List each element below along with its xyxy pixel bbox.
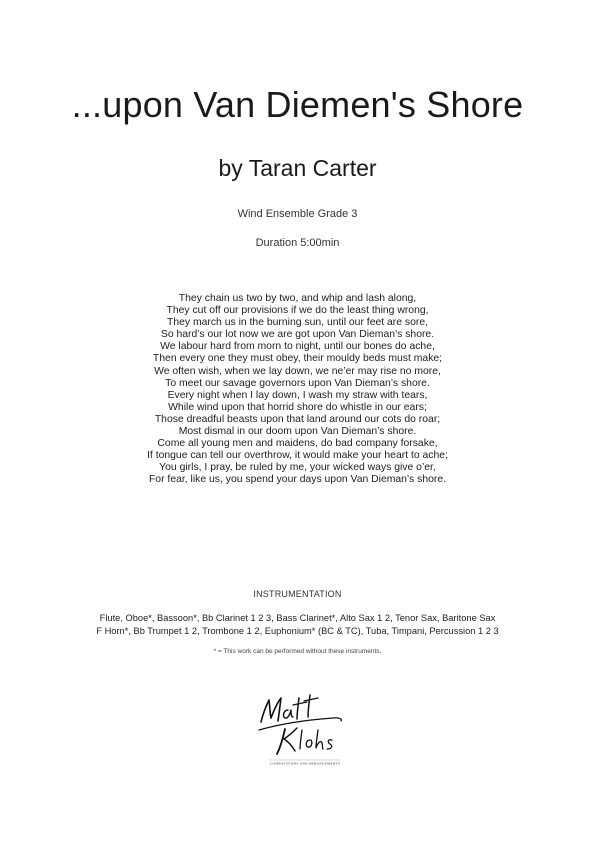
poem-line: Then every one they must obey, their mouldy beds must make; (152, 353, 443, 365)
poem-line: They march us in the burning sun, until our feet are sore, (166, 317, 429, 329)
poem-line: Most dismal in our doom upon Van Dieman’s shore. (178, 426, 417, 438)
publisher-logo (255, 688, 355, 768)
instrumentation-line: Flute, Oboe*, Bassoon*, Bb Clarinet 1 2 3, Bass Clarinet*, Alto Sax 1 2, Tenor Sax, Baritone Sax (99, 613, 496, 623)
poem-line: To meet our savage governors upon Van Dieman’s shore. (165, 377, 430, 389)
composer-credit: by Taran Carter (218, 155, 377, 181)
duration-label: Duration 5:00min (255, 237, 340, 249)
poem-line: They chain us two by two, and whip and lash along, (178, 293, 417, 304)
poem-line: We often wish, when we lay down, we ne’er may rise no more, (154, 365, 441, 377)
poem-line: Every night when I lay down, I wash my straw with tears, (167, 389, 428, 401)
poem-line: Those dreadful beasts upon that land around our cots do roar; (154, 413, 441, 425)
poem-text (0, 293, 595, 487)
signature-logo-icon (255, 688, 355, 768)
poem-line: So hard’s our lot now we are got upon Van Dieman’s shore. (160, 329, 435, 341)
instrumentation-heading: INSTRUMENTATION (253, 589, 342, 599)
poem-line: They cut off our provisions if we do the least thing wrong, (166, 305, 429, 317)
logo-tagline: COMPOSITIONS AND ARRANGEMENTS (269, 761, 341, 766)
piece-title: ...upon Van Diemen's Shore (71, 84, 524, 125)
poem-line: Come all young men and maidens, do bad company forsake, (157, 438, 438, 450)
ensemble-grade: Wind Ensemble Grade 3 (237, 208, 358, 220)
poem-line: You girls, I pray, be ruled by me, your wicked ways give o’er, (159, 462, 436, 474)
poem-line: While wind upon that horrid shore do whistle in our ears; (168, 401, 427, 413)
poem-line: For fear, like us, you spend your days upon Van Dieman’s shore. (148, 474, 447, 486)
instrumentation-line: F Horn*, Bb Trumpet 1 2, Trombone 1 2, Euphonium* (BC & TC), Tuba, Timpani, Percussion 1 2 3 (96, 626, 499, 636)
instrumentation-list (0, 612, 595, 638)
poem-line: If tongue can tell our overthrow, it would make your heart to ache; (147, 450, 448, 462)
poem-line: We labour hard from morn to night, until our bones do ache, (160, 341, 435, 353)
instrumentation-footnote: * = This work can be performed without these instruments. (213, 648, 382, 655)
